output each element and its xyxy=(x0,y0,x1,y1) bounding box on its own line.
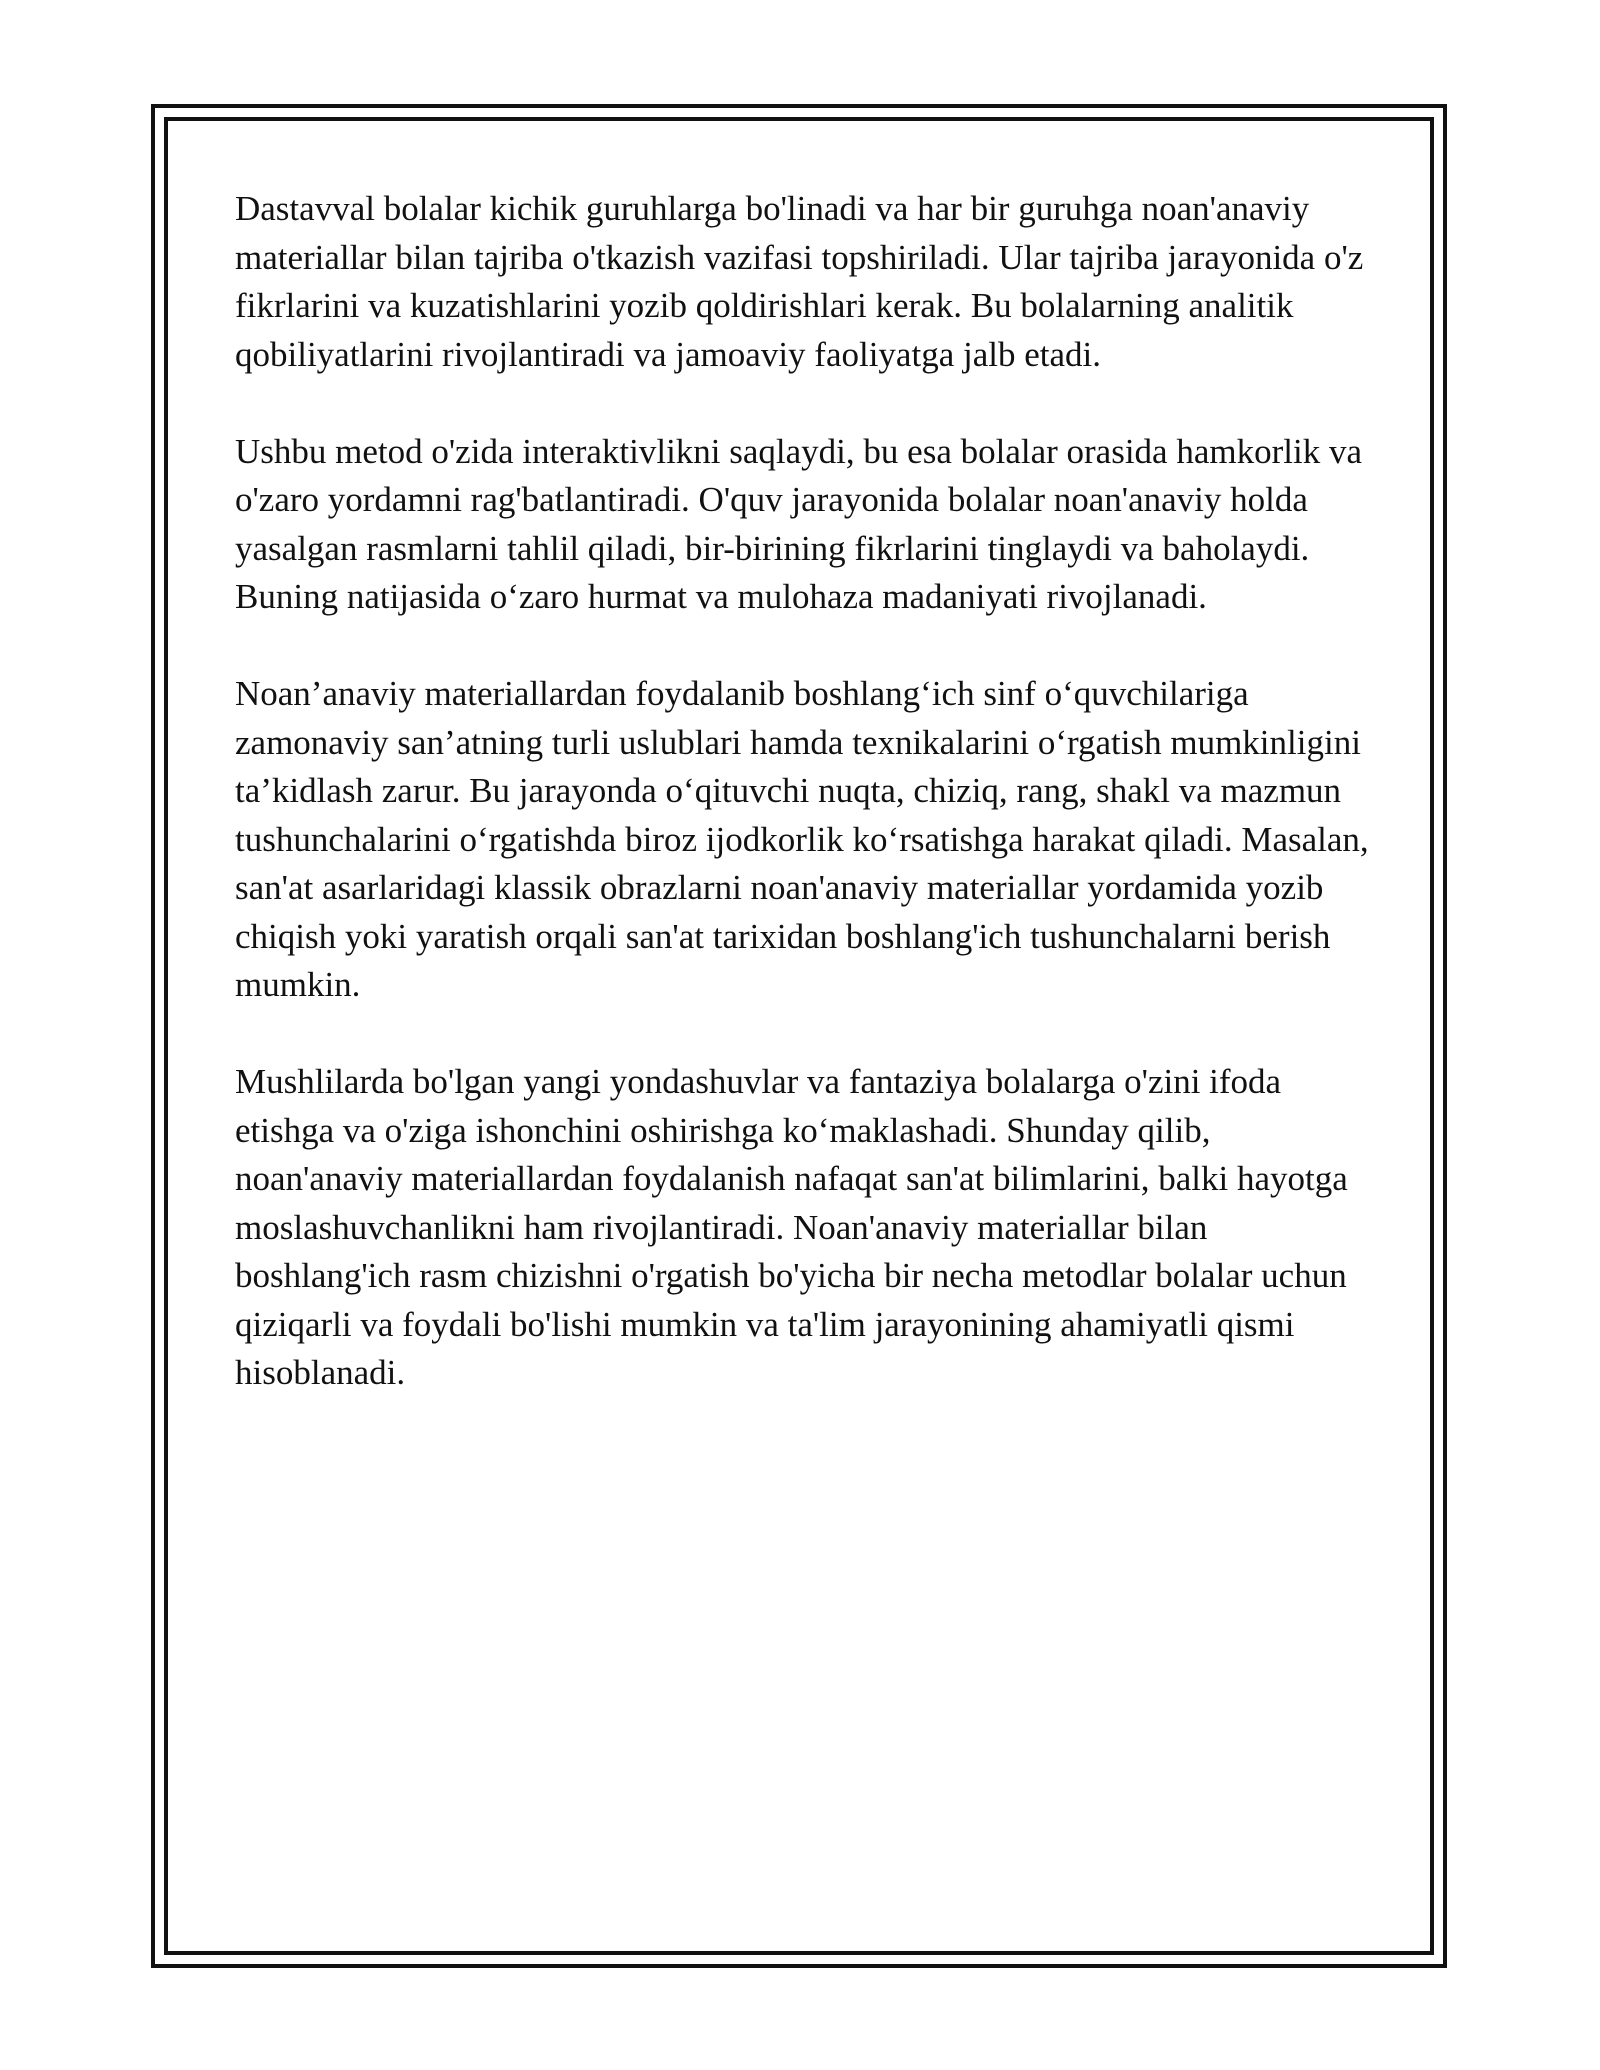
document-body xyxy=(235,185,1375,1446)
paragraph-4: Mushlilarda bo'lgan yangi yondashuvlar va fantaziya bolalarga o'zini ifoda etishga va o'ziga ishonchini oshirishga ko‘maklashadi. Shunday qilib, noan'anaviy materiallardan foydalanish nafaqat san'at bilimlarini, balki hayotga moslashuvchanlikni ham rivojlantiradi. Noan'anaviy materiallar bilan boshlang'ich rasm chizishni o'rgatish bo'yicha bir necha metodlar bolalar uchun qiziqarli va foydali bo'lishi mumkin va ta'lim jarayonining ahamiyatli qismi hisoblanadi. xyxy=(235,1062,1348,1392)
paragraph-3: Noan’anaviy materiallardan foydalanib boshlang‘ich sinf o‘quvchilariga zamonaviy san’atning turli uslublari hamda texnikalarini o‘rgatish mumkinligini ta’kidlash zarur. Bu jarayonda o‘qituvchi nuqta, chiziq, rang, shakl va mazmun tushunchalarini o‘rgatishda biroz ijodkorlik ko‘rsatishga harakat qiladi. Masalan, san'at asarlaridagi klassik obrazlarni noan'anaviy materiallar yordamida yozib chiqish yoki yaratish orqali san'at tarixidan boshlang'ich tushunchalarni berish mumkin. xyxy=(235,674,1369,1004)
paragraph-2: Ushbu metod o'zida interaktivlikni saqlaydi, bu esa bolalar orasida hamkorlik va o'zaro yordamni rag'batlantiradi. O'quv jarayonida bolalar noan'anaviy holda yasalgan rasmlarni tahlil qiladi, bir-birining fikrlarini tinglaydi va baholaydi. Buning natijasida o‘zaro hurmat va mulohaza madaniyati rivojlanadi. xyxy=(235,431,1362,616)
paragraph-1: Dastavval bolalar kichik guruhlarga bo'linadi va har bir guruhga noan'anaviy materiallar bilan tajriba o'tkazish vazifasi topshiriladi. Ular tajriba jarayonida o'z fikrlarini va kuzatishlarini yozib qoldirishlari kerak. Bu bolalarning analitik qobiliyatlarini rivojlantiradi va jamoaviy faoliyatga jalb etadi. xyxy=(235,189,1364,374)
